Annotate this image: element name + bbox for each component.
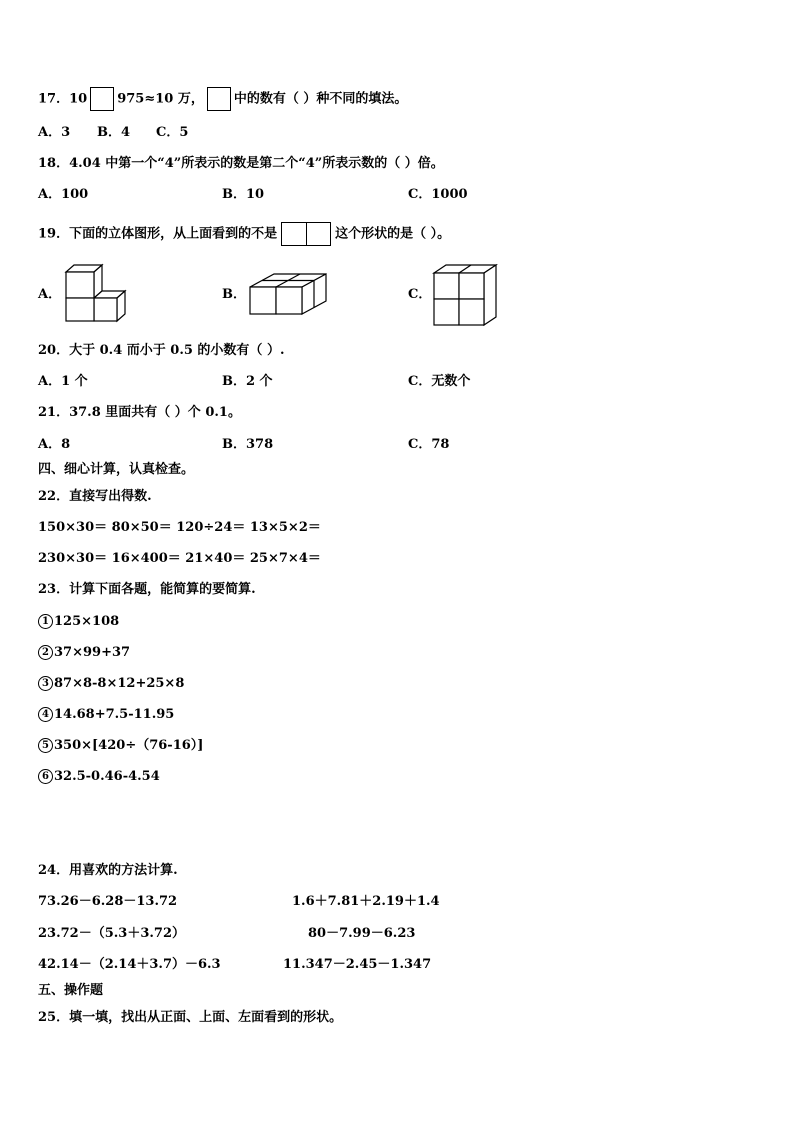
q21-option-b[interactable]: B．378 [222,437,274,452]
two-square-shape [281,222,331,246]
q24-expr: 80－7.99－6.23 [308,926,416,941]
q21-option-a[interactable]: A．8 [38,437,71,452]
question-18-stem: 18．4.04 中第一个“4”所表示的数是第二个“4”所表示数的（ ）倍。 [38,156,444,171]
q24-expr: 1.6＋7.81＋2.19＋1.4 [292,894,440,909]
q23-item-6 [38,768,160,786]
q23-item-1 [38,613,119,631]
q23-item-2 [38,644,130,662]
q22-row-2: 230×30＝ 16×400＝ 21×40＝ 25×7×4＝ [38,551,321,566]
blank-box [207,87,231,111]
q17-prefix: 17．10 [38,91,88,107]
question-24-title: 24．用喜欢的方法计算. [38,863,178,878]
q18-option-a[interactable]: A．100 [38,187,89,202]
circled-number: 1 [38,614,53,629]
q23-expr: 87×8-8×12+25×8 [54,676,185,691]
question-23-title: 23．计算下面各题，能简算的要简算. [38,582,256,597]
q23-expr: 125×108 [54,614,120,629]
question-22-title: 22．直接写出得数. [38,489,152,504]
question-25-title: 25．填一填，找出从正面、上面、左面看到的形状。 [38,1010,343,1025]
q20-option-b[interactable]: B．2 个 [222,374,273,389]
q24-expr: 11.347－2.45－1.347 [283,957,432,972]
q17-option-c[interactable]: C．5 [156,125,189,140]
circled-number: 5 [38,738,53,753]
circled-number: 3 [38,676,53,691]
q19-option-b[interactable]: B． [222,287,246,302]
question-17-stem [38,87,407,111]
q22-row-1: 150×30＝ 80×50＝ 120÷24＝ 13×5×2＝ [38,520,321,535]
q23-expr: 37×99+37 [54,645,131,660]
circled-number: 6 [38,769,53,784]
q17-middle: 975≈10 万， [117,91,204,107]
q20-option-c[interactable]: C．无数个 [408,374,471,389]
q24-expr: 42.14－（2.14＋3.7）－6.3 [38,957,221,972]
section-5-heading: 五、操作题 [38,983,104,998]
cube-figure-a [60,262,130,324]
q20-option-a[interactable]: A．1 个 [38,374,88,389]
circled-number: 4 [38,707,53,722]
q24-expr: 23.72－（5.3＋3.72） [38,926,185,941]
question-21-stem: 21．37.8 里面共有（ ）个 0.1。 [38,405,241,420]
q23-item-3 [38,675,184,693]
q23-expr: 14.68+7.5-11.95 [54,707,175,722]
question-19-stem [38,222,450,246]
q19-suffix: 这个形状的是（ ）。 [335,226,451,242]
q17-suffix: 中的数有（ ）种不同的填法。 [233,91,408,107]
q23-item-4 [38,706,174,724]
q23-expr: 350×[420÷（76-16）] [54,738,204,753]
cube-figure-c [430,262,502,328]
q18-option-b[interactable]: B．10 [222,187,265,202]
blank-box [90,87,114,111]
circled-number: 2 [38,645,53,660]
q17-option-a[interactable]: A．3 [38,125,71,140]
question-20-stem: 20．大于 0.4 而小于 0.5 的小数有（ ）. [38,343,285,358]
q19-prefix: 19．下面的立体图形，从上面看到的不是 [38,226,278,242]
q24-expr: 73.26－6.28－13.72 [38,894,178,909]
q19-option-a[interactable]: A． [38,287,62,302]
section-4-heading: 四、细心计算，认真检查。 [38,462,195,477]
q23-item-5 [38,737,203,755]
q17-option-b[interactable]: B．4 [97,125,131,140]
q21-option-c[interactable]: C．78 [408,437,450,452]
q19-option-c[interactable]: C． [408,287,432,302]
cube-figure-b [246,270,332,320]
q23-expr: 32.5-0.46-4.54 [54,769,160,784]
q18-option-c[interactable]: C．1000 [408,187,468,202]
